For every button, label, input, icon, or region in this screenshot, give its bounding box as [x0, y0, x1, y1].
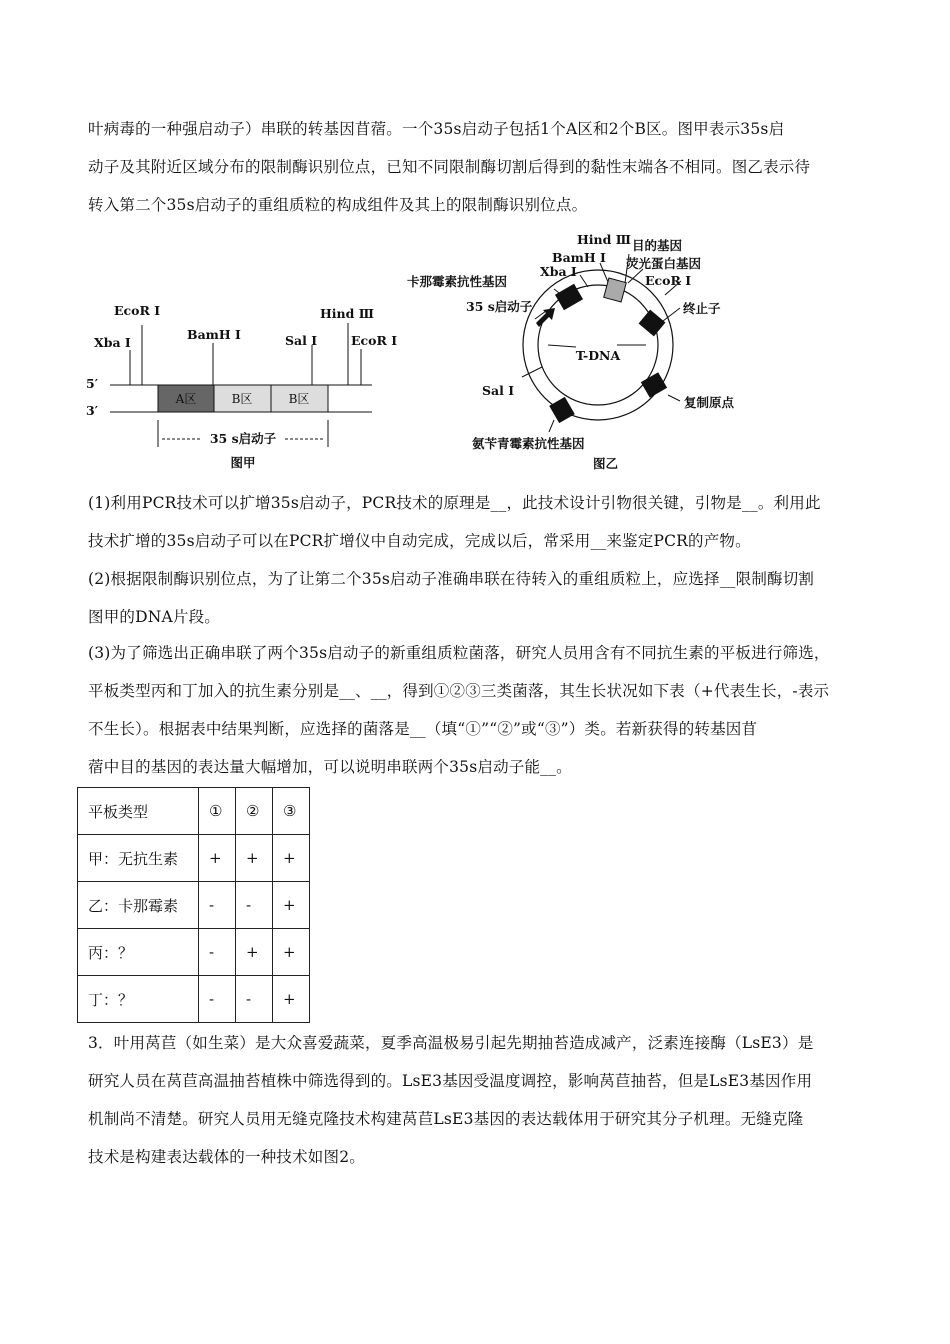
label-hind3: Hind Ⅲ	[577, 232, 631, 247]
section-line: 研究人员在莴苣高温抽苔植株中筛选得到的。LsE3基因受温度调控，影响莴苣抽苔，但是LsE3基因作用	[88, 1072, 813, 1090]
question-line: 技术扩增的35s启动子可以在PCR扩增仪中自动完成，完成以后，常采用__来鉴定PCR的产物。	[88, 532, 751, 550]
intro-line: 动子及其附近区域分布的限制酶识别位点，已知不同限制酶切割后得到的黏性末端各不相同。图乙表示待	[88, 158, 811, 176]
table-header-cell: 平板类型	[78, 788, 199, 835]
table-row	[78, 976, 310, 1023]
label-amp-gene: 氨苄青霉素抗性基因	[472, 436, 585, 451]
table-cell: +	[199, 835, 236, 882]
colony-growth-table	[77, 787, 310, 1023]
label-sal1: Sal Ⅰ	[482, 383, 515, 398]
label-ori: 复制原点	[684, 395, 735, 410]
intro-paragraph	[88, 110, 870, 224]
table-cell: +	[273, 976, 310, 1023]
question-line: 平板类型丙和丁加入的抗生素分别是__、__，得到①②③三类菌落，其生长状况如下表（+代表生长，-表示	[88, 682, 830, 700]
intro-line: 叶病毒的一种强启动子）串联的转基因苜蓿。一个35s启动子包括1个A区和2个B区。图甲表示35s启	[88, 120, 785, 138]
ori-block	[641, 372, 667, 398]
figure-b	[407, 232, 735, 471]
section-line: 技术是构建表达载体的一种技术如图2。	[88, 1148, 365, 1166]
figure-b-caption: 图乙	[593, 456, 619, 471]
site-label: EcoR Ⅰ	[114, 303, 161, 318]
site-label: BamH Ⅰ	[187, 327, 241, 342]
question-2	[88, 560, 870, 636]
question-line: 图甲的DNA片段。	[88, 608, 220, 626]
question-3	[88, 634, 870, 786]
question-line: (3)为了筛选出正确串联了两个35s启动子的新重组质粒菌落，研究人员用含有不同抗生素的平板进行筛选，	[88, 644, 830, 662]
gfp-gene-block	[604, 278, 627, 302]
label-promoter: 35 s启动子	[466, 299, 533, 314]
table-row	[78, 882, 310, 929]
site-label: EcoR Ⅰ	[351, 333, 398, 348]
table-cell: +	[273, 835, 310, 882]
site-label: Sal Ⅰ	[285, 333, 318, 348]
label-terminator: 终止子	[683, 301, 721, 316]
site-label: Hind Ⅲ	[320, 306, 374, 321]
question-line: (2)根据限制酶识别位点，为了让第二个35s启动子准确串联在待转入的重组质粒上，应选择__限制酶切割	[88, 570, 815, 588]
question-line: 不生长）。根据表中结果判断，应选择的菌落是__（填“①”“②”或“③”）类。若新获得的转基因苜	[88, 720, 758, 738]
table-cell: 丁：？	[78, 976, 199, 1023]
label-gfp-gene: 荧光蛋白基因	[626, 256, 702, 271]
section-line: 机制尚不清楚。研究人员用无缝克隆技术构建莴苣LsE3基因的表达载体用于研究其分子机理。无缝克隆	[88, 1110, 804, 1128]
label-target-gene: 目的基因	[632, 238, 683, 253]
table-cell: 丙：？	[78, 929, 199, 976]
table-cell: +	[236, 835, 273, 882]
table-cell: -	[236, 976, 273, 1023]
table-cell: +	[273, 929, 310, 976]
table-header-row	[78, 788, 310, 835]
table-cell: -	[199, 976, 236, 1023]
table-cell: +	[236, 929, 273, 976]
question-line: 蓿中目的基因的表达量大幅增加，可以说明串联两个35s启动子能__。	[88, 758, 572, 776]
label-kan-gene: 卡那霉素抗性基因	[407, 274, 508, 289]
strand-5-label: 5′	[86, 376, 98, 391]
terminator-block	[639, 310, 666, 337]
section-line: 3．叶用莴苣（如生菜）是大众喜爱蔬菜，夏季高温极易引起先期抽苔造成减产，泛素连接酶（LsE3）是	[88, 1034, 814, 1052]
segment-label: B区	[288, 392, 310, 406]
table-cell: 乙：卡那霉素	[78, 882, 199, 929]
strand-3-label: 3′	[86, 403, 98, 418]
table-header-cell: ①	[199, 788, 236, 835]
question-line: (1)利用PCR技术可以扩增35s启动子，PCR技术的原理是__，此技术设计引物很关键，引物是__。利用此	[88, 494, 821, 512]
table-cell: -	[199, 882, 236, 929]
label-ecor1: EcoR Ⅰ	[645, 273, 692, 288]
segment-label: B区	[231, 392, 253, 406]
table-header-cell: ②	[236, 788, 273, 835]
label-bamh1: BamH Ⅰ	[552, 250, 606, 265]
promoter-span-label: 35 s启动子	[209, 431, 277, 446]
table-cell: 甲：无抗生素	[78, 835, 199, 882]
site-label: Xba Ⅰ	[94, 335, 131, 350]
table-header-cell: ③	[273, 788, 310, 835]
figure-a	[86, 303, 397, 470]
table-cell: -	[236, 882, 273, 929]
section-3	[88, 1024, 870, 1176]
amp-gene-block	[549, 397, 575, 423]
table-cell: +	[273, 882, 310, 929]
label-xba1: Xba Ⅰ	[540, 264, 577, 279]
label-tdna: T-DNA	[575, 348, 621, 363]
table-row	[78, 835, 310, 882]
intro-line: 转入第二个35s启动子的重组质粒的构成组件及其上的限制酶识别位点。	[88, 196, 588, 214]
table-cell: -	[199, 929, 236, 976]
table-row	[78, 929, 310, 976]
segment-label: A区	[175, 392, 197, 406]
figure-a-caption: 图甲	[230, 455, 256, 470]
figures	[80, 225, 780, 480]
question-1	[88, 484, 870, 560]
